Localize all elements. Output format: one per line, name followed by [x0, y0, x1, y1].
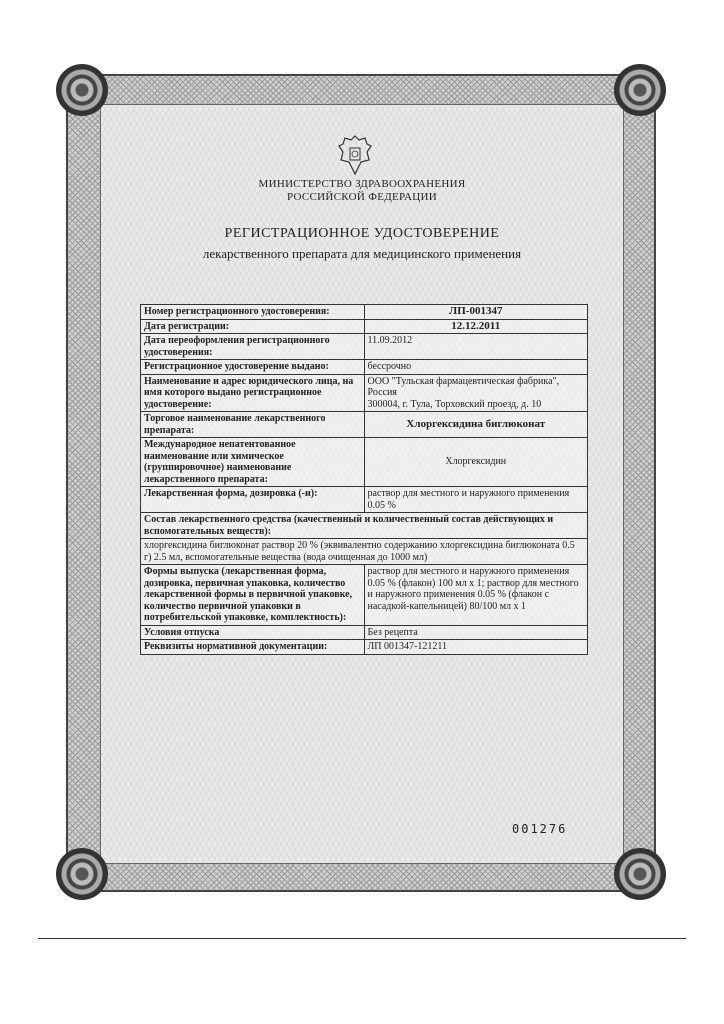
- corner-ornament-top-right: [614, 64, 666, 116]
- reg-number-label: Номер регистрационного удостоверения:: [141, 305, 365, 320]
- issued-label: Регистрационное удостоверение выдано:: [141, 360, 365, 375]
- holder-name: ООО "Тульская фармацевтическая фабрика",: [367, 375, 560, 387]
- corner-ornament-bottom-left: [56, 848, 108, 900]
- normative-value: ЛП 001347-121211: [364, 640, 587, 655]
- ministry-name: [100, 178, 624, 204]
- ministry-line-2: РОССИЙСКОЙ ФЕДЕРАЦИИ: [286, 191, 438, 203]
- table-row: [141, 319, 588, 334]
- table-row: [141, 539, 588, 565]
- table-row: [141, 438, 588, 487]
- issued-value: бессрочно: [364, 360, 587, 375]
- reissue-date-value: 11.09.2012: [364, 334, 587, 360]
- corner-ornament-top-left: [56, 64, 108, 116]
- composition-label: Состав лекарственного средства (качественный и количественный состав действующих и вспомогательных веществ):: [141, 513, 588, 539]
- holder-address: 300004, г. Тула, Торховский проезд, д. 10: [367, 398, 542, 410]
- corner-ornament-bottom-right: [614, 848, 666, 900]
- table-row: [141, 360, 588, 375]
- registration-table: [140, 304, 588, 655]
- table-row: [141, 412, 588, 438]
- inn-value: Хлоргексидин: [364, 438, 587, 487]
- document-title: РЕГИСТРАЦИОННОЕ УДОСТОВЕРЕНИЕ: [224, 226, 500, 241]
- reg-date-label: Дата регистрации:: [141, 319, 365, 334]
- ministry-line-1: МИНИСТЕРСТВО ЗДРАВООХРАНЕНИЯ: [258, 178, 466, 190]
- table-row: [141, 305, 588, 320]
- reg-date-value: 12.12.2011: [364, 319, 587, 334]
- coat-of-arms-icon: [335, 132, 375, 176]
- table-row: [141, 487, 588, 513]
- holder-label: Наименование и адрес юридического лица, на имя которого выдано регистрационное удостоверение:: [141, 374, 365, 412]
- reg-number-value: ЛП-001347: [364, 305, 587, 320]
- form-label: Лекарственная форма, дозировка (-и):: [141, 487, 365, 513]
- table-row: [141, 640, 588, 655]
- holder-value: [364, 374, 587, 412]
- inn-label: Международное непатентованное наименование или химическое (группировочное) наименование лекарственного препарата:: [141, 438, 365, 487]
- normative-label: Реквизиты нормативной документации:: [141, 640, 365, 655]
- reissue-date-label: Дата переоформления регистрационного удостоверения:: [141, 334, 365, 360]
- document-subtitle: лекарственного препарата для медицинского применения: [202, 246, 522, 261]
- table-row: [141, 374, 588, 412]
- composition-value: хлоргексидина биглюконат раствор 20 % (эквивалентно содержанию хлоргексидина биглюконата 0.5 г) 2.5 мл, вспомогательные вещества (вода очищенная до 1000 мл): [141, 539, 588, 565]
- table-row: [141, 625, 588, 640]
- dispensing-value: Без рецепта: [364, 625, 587, 640]
- packaging-value: раствор для местного и наружного применения 0.05 % (флакон) 100 мл x 1; раствор для местного и наружного применения 0.05 % (флакон с насадкой-капельницей) 80/100 мл x 1: [364, 565, 587, 626]
- trade-name-label: Торговое наименование лекарственного препарата:: [141, 412, 365, 438]
- table-row: [141, 334, 588, 360]
- form-value: раствор для местного и наружного применения 0.05 %: [364, 487, 587, 513]
- trade-name-value: Хлоргексидина биглюконат: [364, 412, 587, 438]
- packaging-label: Формы выпуска (лекарственная форма, дозировка, первичная упаковка, количество лекарственной формы в первичной упаковке, количество первичной упаковки в потребительской упаковке, комплектность):: [141, 565, 365, 626]
- table-row: [141, 513, 588, 539]
- page-divider: [38, 938, 686, 939]
- table-row: [141, 565, 588, 626]
- serial-number: 001276: [512, 822, 568, 836]
- holder-country: Россия: [367, 387, 397, 398]
- dispensing-label: Условия отпуска: [141, 625, 365, 640]
